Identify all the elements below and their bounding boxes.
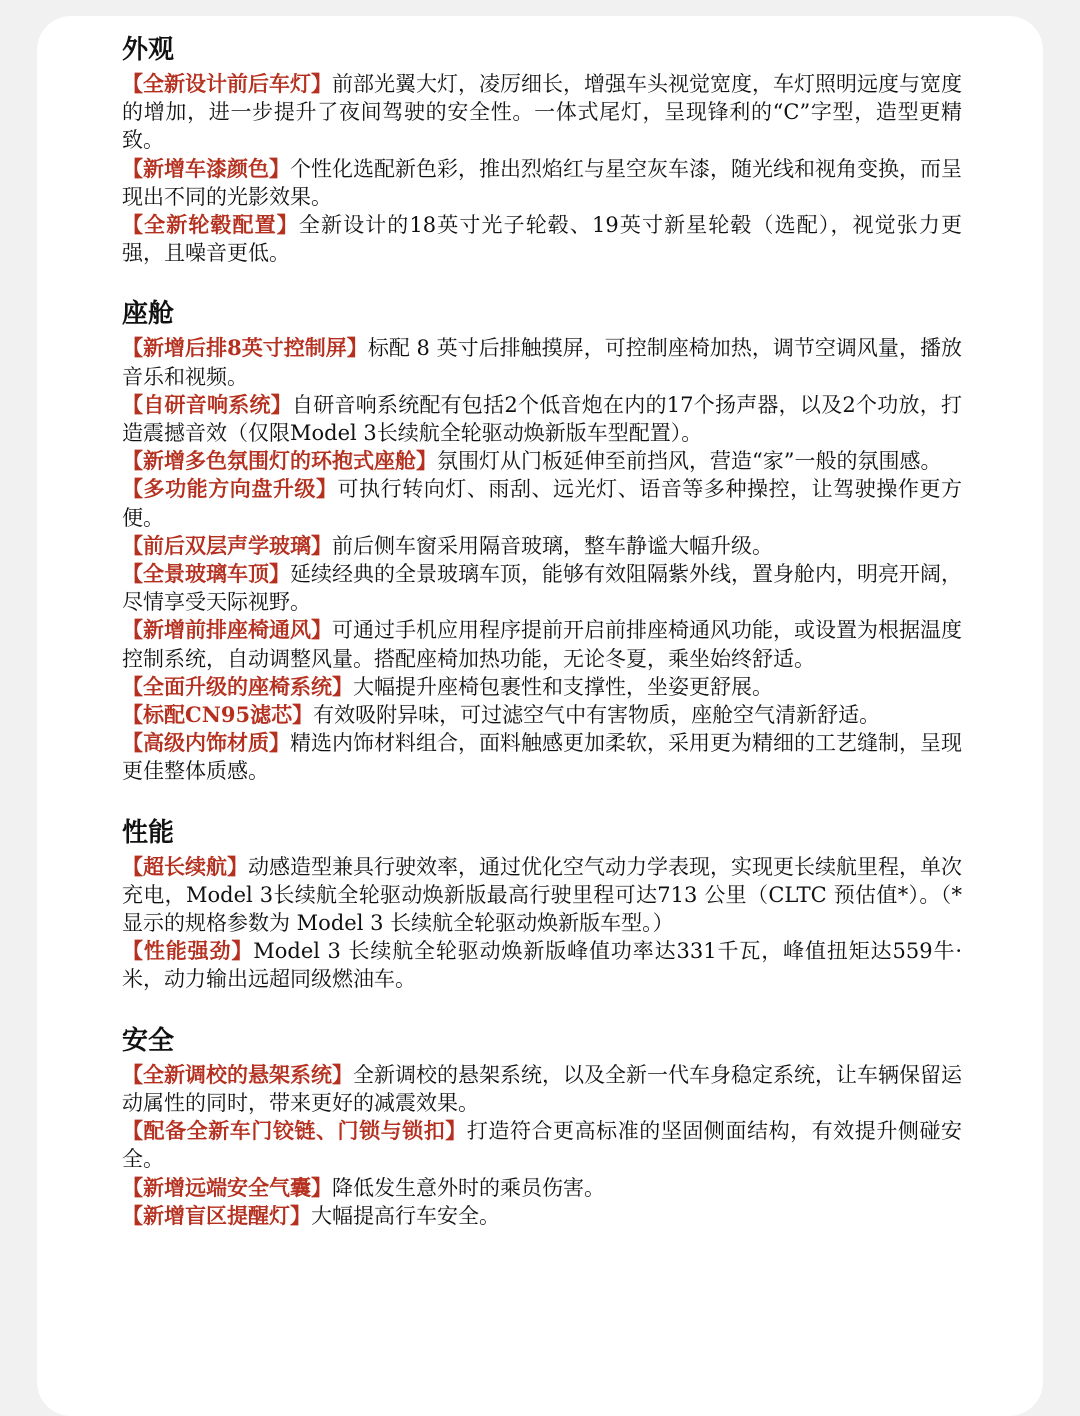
feature-description: 打造符合更高标准的坚固侧面结构，有效提升侧碰安全。: [122, 1119, 962, 1172]
feature-item: [122, 937, 962, 993]
feature-item: [122, 853, 962, 938]
feature-description: 全新设计的18英寸光子轮毂、19英寸新星轮毂（选配），视觉张力更强，且噪音更低。: [122, 213, 962, 266]
feature-item: [122, 673, 962, 701]
feature-tag: 【新增前排座椅通风】: [122, 617, 332, 643]
feature-tag: 【新增多色氛围灯的环抱式座舱】: [122, 448, 437, 474]
feature-description: 可通过手机应用程序提前开启前排座椅通风功能，或设置为根据温度控制系统，自动调整风量。搭配座椅加热功能，无论冬夏，乘坐始终舒适。: [122, 618, 962, 671]
feature-description: 动感造型兼具行驶效率，通过优化空气动力学表现，实现更长续航里程，单次充电，Model 3长续航全轮驱动焕新版最高行驶里程可达713 公里（CLTC 预估值*）。（*显示的规格参数为 Model 3 长续航全轮驱动焕新版车型。）: [122, 854, 962, 936]
feature-description: 氛围灯从门板延伸至前挡风，营造“家”一般的氛围感。: [437, 449, 942, 474]
feature-tag: 【高级内饰材质】: [122, 730, 290, 756]
feature-description: 可执行转向灯、雨刮、远光灯、语音等多种操控，让驾驶操作更方便。: [122, 477, 963, 530]
feature-tag: 【新增后排8英寸控制屏】: [122, 335, 368, 361]
feature-description: 精选内饰材料组合，面料触感更加柔软，采用更为精细的工艺缝制，呈现更佳整体质感。: [122, 731, 962, 784]
feature-item: [122, 1117, 962, 1173]
feature-description: 延续经典的全景玻璃车顶，能够有效阻隔紫外线，置身舱内，明亮开阔，尽情享受天际视野。: [122, 562, 962, 615]
section-2: [122, 813, 962, 994]
feature-tag: 【全新轮毂配置】: [122, 212, 299, 238]
feature-tag: 【全面升级的座椅系统】: [122, 673, 353, 699]
feature-description: 大幅提高行车安全。: [311, 1203, 500, 1228]
feature-item: [122, 616, 962, 672]
feature-description: 前后侧车窗采用隔音玻璃，整车静谧大幅升级。: [332, 533, 773, 558]
feature-item: [122, 1174, 962, 1202]
feature-description: 有效吸附异味，可过滤空气中有害物质，座舱空气清新舒适。: [313, 703, 881, 728]
section-title: 座舱: [122, 299, 175, 330]
feature-item: [122, 1061, 962, 1117]
feature-tag: 【性能强劲】: [122, 938, 254, 964]
feature-tag: 【前后双层声学玻璃】: [122, 532, 332, 558]
section-title: 性能: [122, 817, 175, 848]
feature-item: [122, 701, 962, 729]
feature-tag: 【多功能方向盘升级】: [122, 476, 338, 502]
section-0: [122, 30, 962, 267]
feature-description: 大幅提升座椅包裹性和支撑性，坐姿更舒展。: [353, 674, 773, 699]
feature-description: 前部光翼大灯，凌厉细长，增强车头视觉宽度，车灯照明远度与宽度的增加，进一步提升了夜间驾驶的安全性。一体式尾灯，呈现锋利的“C”字型，造型更精致。: [122, 72, 962, 153]
feature-description: Model 3 长续航全轮驱动焕新版峰值功率达331千瓦，峰值扭矩达559牛·米，动力输出远超同级燃油车。: [122, 939, 962, 992]
feature-tag: 【配备全新车门铰链、门锁与锁扣】: [122, 1118, 467, 1144]
section-3: [122, 1021, 962, 1230]
feature-item: [122, 475, 962, 531]
feature-item: [122, 211, 962, 267]
feature-tag: 【全新调校的悬架系统】: [122, 1061, 353, 1087]
section-title: 安全: [122, 1025, 175, 1056]
feature-item: [122, 391, 962, 447]
feature-tag: 【新增盲区提醒灯】: [122, 1202, 311, 1228]
feature-item: [122, 70, 962, 155]
feature-tag: 【自研音响系统】: [122, 391, 292, 417]
feature-tag: 【超长续航】: [122, 853, 248, 879]
article-body: [122, 30, 962, 1257]
feature-tag: 【新增远端安全气囊】: [122, 1174, 332, 1200]
feature-tag: 【全新设计前后车灯】: [122, 71, 332, 96]
feature-tag: 【标配CN95滤芯】: [122, 702, 314, 728]
feature-description: 自研音响系统配有包括2个低音炮在内的17个扬声器，以及2个功放，打造震撼音效（仅限Model 3长续航全轮驱动焕新版车型配置）。: [122, 392, 962, 446]
feature-tag: 【全景玻璃车顶】: [122, 561, 290, 587]
feature-item: [122, 334, 962, 390]
feature-item: [122, 729, 962, 785]
section-1: [122, 294, 962, 785]
feature-item: [122, 532, 962, 560]
feature-item: [122, 1202, 962, 1230]
feature-description: 个性化选配新色彩，推出烈焰红与星空灰车漆，随光线和视角变换，而呈现出不同的光影效果。: [122, 156, 962, 209]
feature-item: [122, 155, 962, 211]
feature-item: [122, 447, 962, 475]
feature-item: [122, 560, 962, 616]
feature-description: 标配 8 英寸后排触摸屏，可控制座椅加热，调节空调风量，播放音乐和视频。: [122, 336, 962, 389]
section-title: 外观: [122, 35, 175, 65]
feature-description: 降低发生意外时的乘员伤害。: [332, 1175, 605, 1200]
feature-tag: 【新增车漆颜色】: [122, 155, 290, 181]
feature-description: 全新调校的悬架系统，以及全新一代车身稳定系统，让车辆保留运动属性的同时，带来更好的减震效果。: [122, 1062, 962, 1115]
